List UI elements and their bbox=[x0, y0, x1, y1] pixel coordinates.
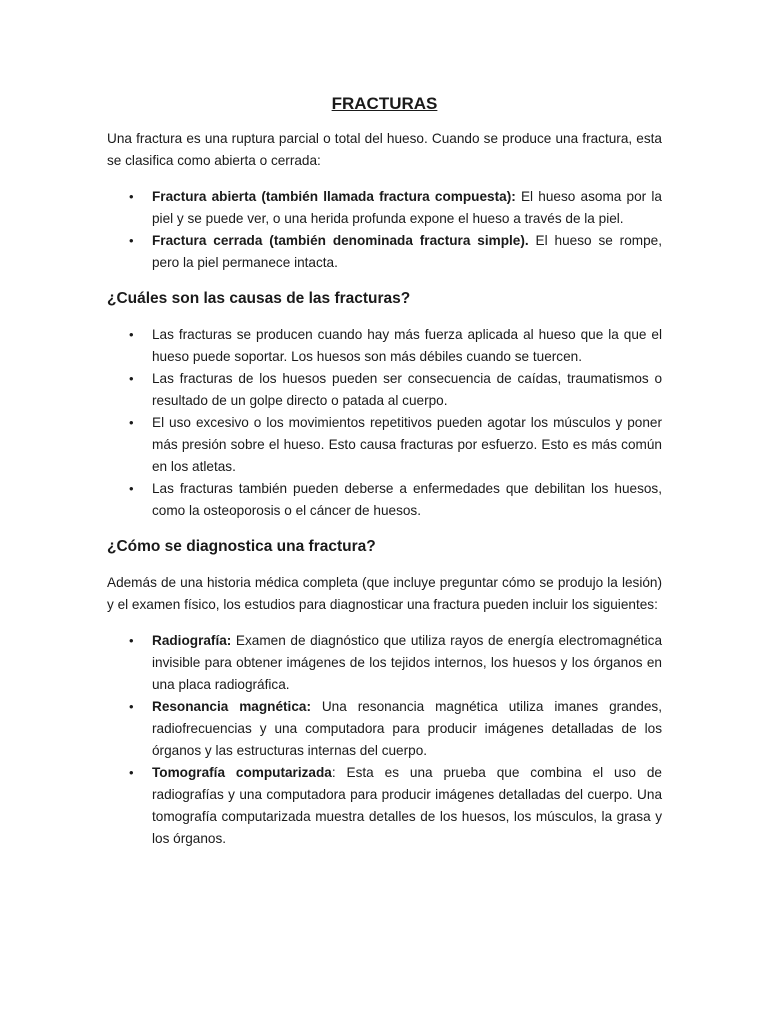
cause-text: Las fracturas de los huesos pueden ser consecuencia de caídas, traumatismos o resultado de un golpe directo o patada al cuerpo. bbox=[152, 371, 662, 408]
list-item bbox=[107, 230, 662, 274]
bullet-icon: • bbox=[129, 633, 134, 648]
bullet-icon: • bbox=[129, 765, 134, 780]
term: Radiografía: bbox=[152, 633, 232, 648]
fracture-types-list bbox=[107, 186, 662, 274]
list-item bbox=[107, 324, 662, 368]
list-item bbox=[107, 478, 662, 522]
cause-text: El uso excesivo o los movimientos repetitivos pueden agotar los músculos y poner más presión sobre el hueso. Esto causa fracturas por esfuerzo. Esto es más común en los atletas. bbox=[152, 415, 662, 474]
definition: Examen de diagnóstico que utiliza rayos de energía electromagnética invisible para obtener imágenes de los tejidos internos, los huesos y los órganos en una placa radiográfica. bbox=[152, 633, 662, 692]
term: Resonancia magnética: bbox=[152, 699, 311, 714]
list-item bbox=[107, 368, 662, 412]
term: Tomografía computarizada bbox=[152, 765, 332, 780]
term: Fractura abierta (también llamada fractura compuesta): bbox=[152, 189, 516, 204]
intro-paragraph: Una fractura es una ruptura parcial o total del hueso. Cuando se produce una fractura, esta se clasifica como abierta o cerrada: bbox=[107, 131, 662, 168]
bullet-icon: • bbox=[129, 189, 134, 204]
bullet-icon: • bbox=[129, 371, 134, 386]
cause-text: Las fracturas también pueden deberse a enfermedades que debilitan los huesos, como la osteoporosis o el cáncer de huesos. bbox=[152, 481, 662, 518]
definition: Una resonancia magnética utiliza imanes grandes, radiofrecuencias y una computadora para producir imágenes detalladas de los órganos y las estructuras internas del cuerpo. bbox=[152, 699, 662, 758]
term: Fractura cerrada (también denominada fractura simple). bbox=[152, 233, 529, 248]
bullet-icon: • bbox=[129, 233, 134, 248]
list-item bbox=[107, 630, 662, 696]
list-item bbox=[107, 186, 662, 230]
definition: El hueso asoma por la piel y se puede ver, o una herida profunda expone el hueso a través de la piel. bbox=[152, 189, 662, 226]
document-page bbox=[107, 92, 662, 864]
definition: : Esta es una prueba que combina el uso de radiografías y una computadora para producir imágenes detalladas del cuerpo. Una tomografía computarizada muestra detalles de los huesos, los músculos, la grasa y los órganos. bbox=[152, 765, 662, 846]
bullet-icon: • bbox=[129, 699, 134, 714]
causes-heading: ¿Cuáles son las causas de las fracturas? bbox=[107, 290, 411, 307]
bullet-icon: • bbox=[129, 415, 134, 430]
causes-list bbox=[107, 324, 662, 522]
definition: El hueso se rompe, pero la piel permanece intacta. bbox=[152, 233, 662, 270]
diagnosis-list bbox=[107, 630, 662, 850]
list-item bbox=[107, 412, 662, 478]
list-item bbox=[107, 762, 662, 850]
bullet-icon: • bbox=[129, 481, 134, 496]
cause-text: Las fracturas se producen cuando hay más fuerza aplicada al hueso que la que el hueso puede soportar. Los huesos son más débiles cuando se tuercen. bbox=[152, 327, 662, 364]
diagnosis-heading: ¿Cómo se diagnostica una fractura? bbox=[107, 538, 376, 555]
document-title: FRACTURAS bbox=[331, 94, 438, 113]
diagnosis-intro: Además de una historia médica completa (que incluye preguntar cómo se produjo la lesión) y el examen físico, los estudios para diagnosticar una fractura pueden incluir los siguientes: bbox=[107, 575, 662, 612]
bullet-icon: • bbox=[129, 327, 134, 342]
list-item bbox=[107, 696, 662, 762]
